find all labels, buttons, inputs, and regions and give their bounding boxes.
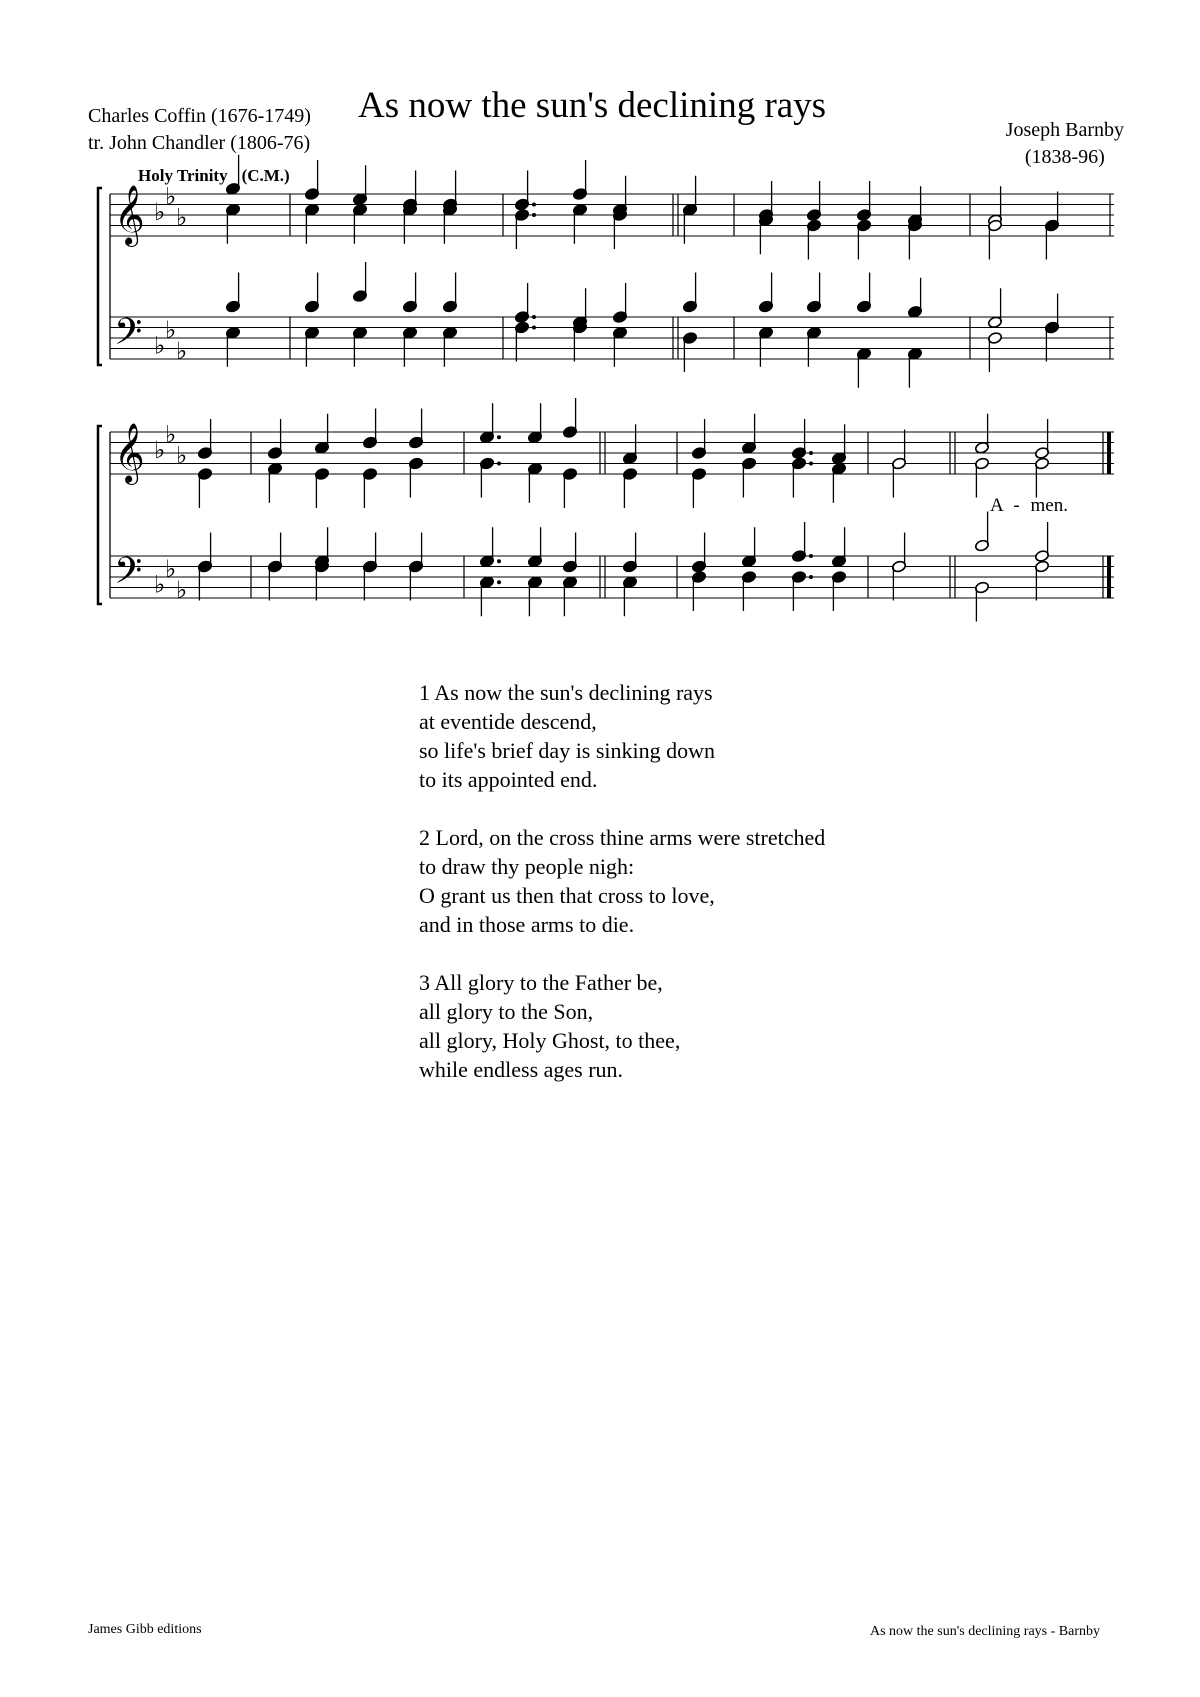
treble-clef: 𝄞 [114,185,145,245]
augmentation-dot [532,326,536,330]
key-flat: ♭ [154,331,166,360]
score-system-2 [98,398,1114,622]
verse-line: to its appointed end. [419,767,598,792]
key-flat: ♭ [176,203,188,232]
augmentation-dot [497,462,501,466]
augmentation-dot [809,575,813,579]
author-line: Charles Coffin (1676-1749) [88,105,311,127]
verse-line: at eventide descend, [419,709,597,734]
augmentation-dot [497,580,501,584]
verse-line: all glory to the Son, [419,999,594,1024]
augmentation-dot [532,203,536,207]
composer-name: Joseph Barnby [1005,119,1124,141]
key-flat: ♭ [154,198,166,226]
verse-line: all glory, Holy Ghost, to thee, [419,1028,681,1053]
bass-clef: 𝄢 [114,550,143,601]
bass-clef: 𝄢 [114,311,143,362]
system-bracket [98,426,102,604]
verse-2 [419,823,825,939]
translator-line: tr. John Chandler (1806-76) [88,132,311,154]
augmentation-dot [497,559,501,563]
verse-line: O grant us then that cross to love, [419,883,715,908]
verse-line: and in those arms to die. [419,912,635,937]
score-system-1 [98,155,1114,388]
key-flat: ♭ [154,436,166,464]
system-bracket [98,188,102,365]
augmentation-dot [532,315,536,319]
augmentation-dot [497,435,501,439]
augmentation-dot [532,213,536,217]
hymn-title: As now the sun's declining rays [358,85,827,126]
verse-1 [419,678,825,794]
verse-line: so life's brief day is sinking down [419,738,716,763]
key-flat: ♭ [165,315,177,344]
key-flat: ♭ [165,554,177,583]
key-flat: ♭ [176,336,188,365]
verse-line: 3 All glory to the Father be, [419,970,663,995]
composer-dates: (1838-96) [1024,146,1105,168]
key-flat: ♭ [165,420,177,449]
augmentation-dot [809,462,813,466]
tune-meter: (C.M.) [241,166,290,185]
verse-line: while endless ages run. [419,1057,624,1082]
verse-line: to draw thy people nigh: [419,854,635,879]
footer-publisher: James Gibb editions [88,1622,202,1637]
footer-page-title: As now the sun's declining rays - Barnby [870,1624,1100,1639]
tune-title: Holy Trinity [138,166,228,185]
key-flat: ♭ [154,570,166,599]
music-score [0,0,1200,700]
key-flat: ♭ [176,575,188,604]
amen-lyric: A - men. [990,495,1068,516]
verse-line: 2 Lord, on the cross thine arms were stretched [419,825,826,850]
augmentation-dot [809,554,813,558]
hymn-verses [419,678,825,1113]
verse-3 [419,968,825,1084]
verse-line: 1 As now the sun's declining rays [419,680,713,705]
augmentation-dot [809,451,813,455]
key-flat: ♭ [176,441,188,470]
key-flat: ♭ [165,182,177,211]
treble-clef: 𝄞 [114,423,145,483]
